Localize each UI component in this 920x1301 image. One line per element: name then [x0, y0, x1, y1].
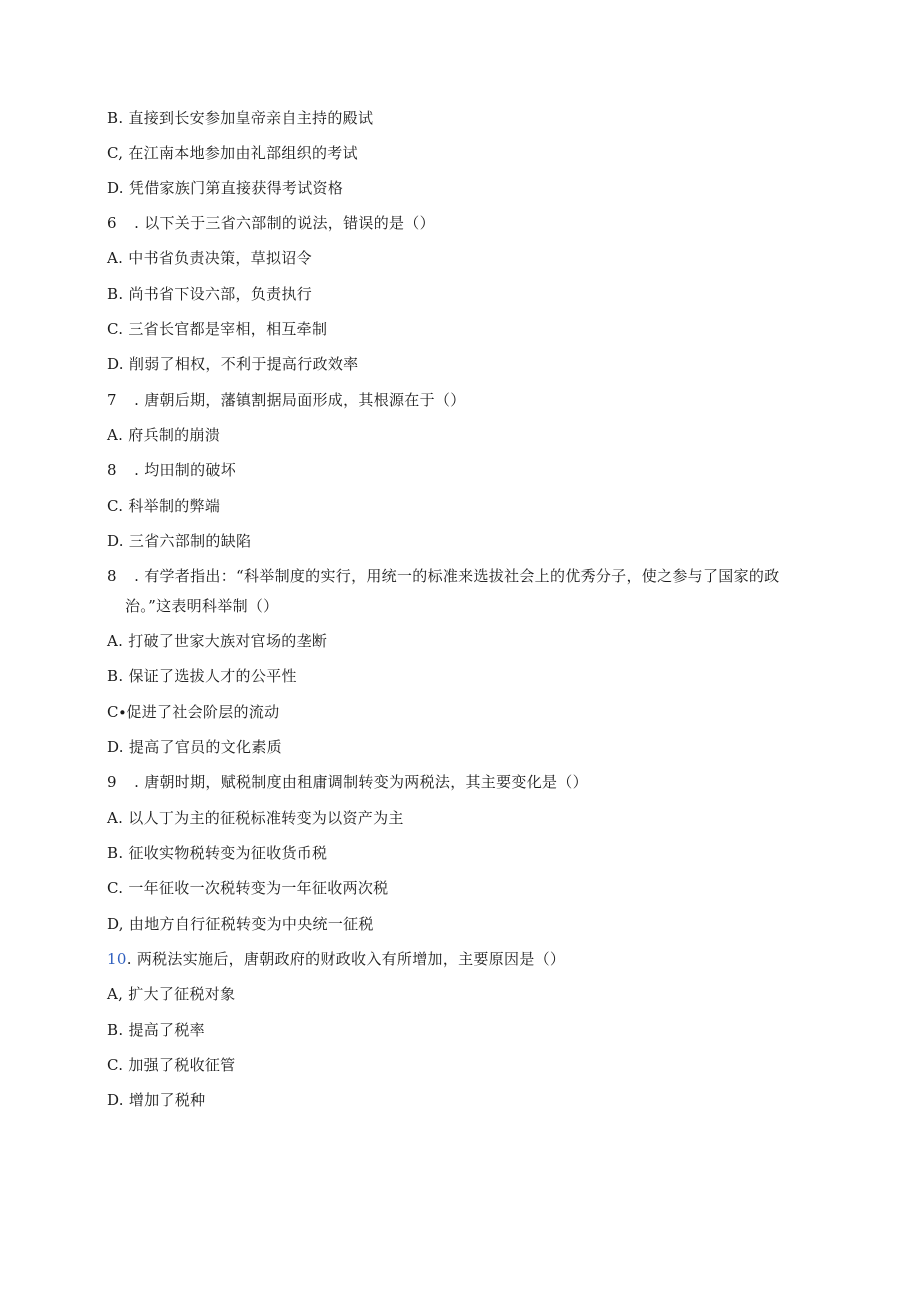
q9-number: 9 — [107, 773, 117, 791]
q9-option-d: D, 由地方自行征税转变为中央统一征税 — [107, 915, 374, 933]
q5-option-c: C, 在江南本地参加由礼部组织的考试 — [107, 144, 358, 162]
q9-stem-line — [107, 772, 588, 792]
q9-option-b: B. 征收实物税转变为征收货币税 — [107, 844, 328, 862]
q7-option-b-line — [107, 460, 236, 480]
q10-option-c: C. 加强了税收征管 — [107, 1056, 236, 1074]
q6-stem: . 以下关于三省六部制的说法，错误的是（） — [129, 214, 435, 232]
q10-option-d: D. 增加了税种 — [107, 1091, 206, 1109]
q8-stem-line — [107, 566, 779, 586]
q7-option-a: A. 府兵制的崩溃 — [107, 426, 221, 444]
q5-option-b: B. 直接到长安参加皇帝亲自主持的殿试 — [107, 109, 374, 127]
q10-stem: . 两税法实施后，唐朝政府的财政收入有所增加，主要原因是（） — [126, 950, 566, 968]
q6-option-c: C. 三省长官都是宰相，相互牵制 — [107, 320, 328, 338]
q10-option-b: B. 提高了税率 — [107, 1021, 205, 1039]
q6-option-a: A. 中书省负责决策，草拟诏令 — [107, 249, 312, 267]
q10-option-a: A, 扩大了征税对象 — [107, 985, 236, 1003]
q8-stem: . 有学者指出：“科举制度的实行，用统一的标准来选拔社会上的优秀分子，使之参与了国家的政 — [129, 567, 780, 585]
q10-stem-line — [107, 949, 565, 969]
q9-stem: . 唐朝时期，赋税制度由租庸调制转变为两税法，其主要变化是（） — [129, 773, 588, 791]
q10-number: 10 — [107, 950, 127, 968]
q7-option-d: D. 三省六部制的缺陷 — [107, 532, 252, 550]
q8-option-c: C∙促进了社会阶层的流动 — [107, 703, 280, 721]
q8-option-a: A. 打破了世家大族对官场的垄断 — [107, 632, 328, 650]
q5-option-d: D. 凭借家族门第直接获得考试资格 — [107, 179, 344, 197]
q9-option-c: C. 一年征收一次税转变为一年征收两次税 — [107, 879, 389, 897]
q6-stem-line — [107, 213, 435, 233]
q8-number: 8 — [107, 567, 117, 585]
q7-stem: . 唐朝后期，藩镇割据局面形成，其根源在于（） — [129, 391, 466, 409]
q6-option-b: B. 尚书省下设六部，负责执行 — [107, 285, 313, 303]
q6-option-d: D. 削弱了相权，不利于提高行政效率 — [107, 355, 359, 373]
q7-option-c: C. 科举制的弊端 — [107, 497, 221, 515]
q7-number: 7 — [107, 391, 117, 409]
q7-stem-line — [107, 390, 466, 410]
q8-option-d: D. 提高了官员的文化素质 — [107, 738, 282, 756]
q7-option-b-number: 8 — [107, 461, 117, 479]
q8-stem-continuation: 治。”这表明科举制（） — [125, 597, 279, 615]
q8-option-b: B. 保证了选拔人才的公平性 — [107, 667, 297, 685]
q9-option-a: A. 以人丁为主的征税标准转变为以资产为主 — [107, 809, 404, 827]
q6-number: 6 — [107, 214, 117, 232]
q7-option-b: . 均田制的破坏 — [129, 461, 237, 479]
